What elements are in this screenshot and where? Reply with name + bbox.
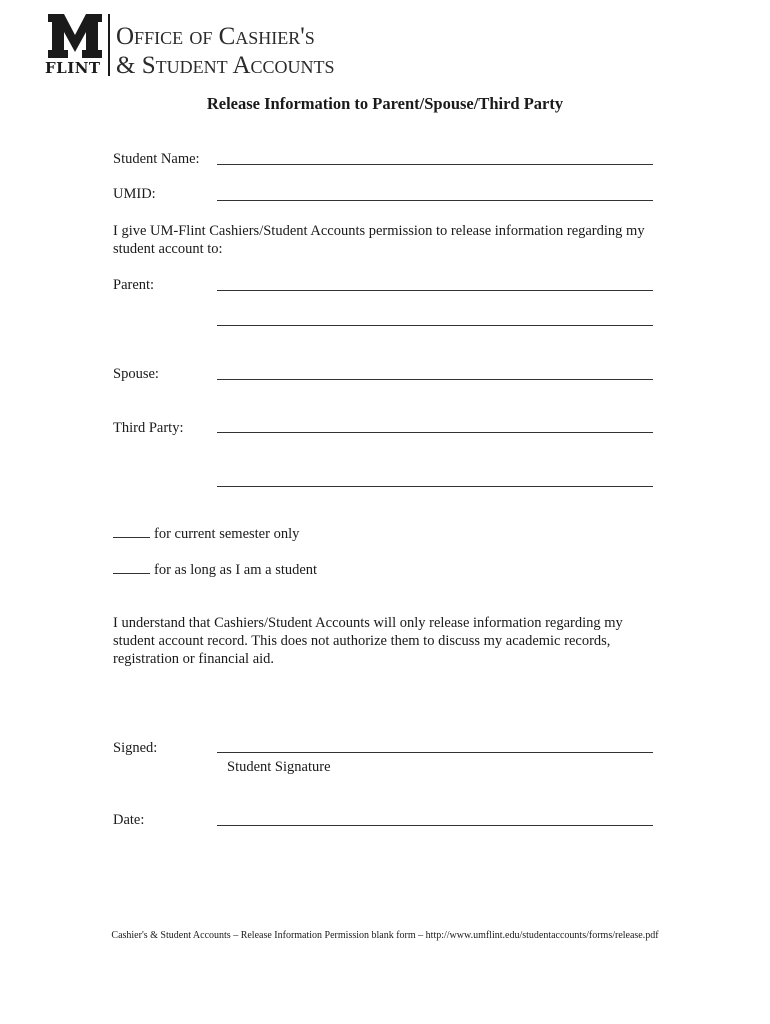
student-name-label: Student Name: <box>113 151 200 167</box>
third-party-label: Third Party: <box>113 420 184 436</box>
office-title-line-2: & Student Accounts <box>116 52 335 79</box>
option-current-semester[interactable] <box>113 525 299 543</box>
parent-field-2[interactable] <box>217 325 653 326</box>
form-title: Release Information to Parent/Spouse/Third Party <box>206 94 564 113</box>
logo-flint-text: FLINT <box>45 59 101 77</box>
date-label: Date: <box>113 812 145 828</box>
logo-divider <box>108 14 110 76</box>
umid-field[interactable] <box>217 200 653 201</box>
parent-field[interactable] <box>217 290 653 291</box>
signature-caption: Student Signature <box>227 759 331 775</box>
date-field[interactable] <box>217 825 653 826</box>
office-title-line-1: Office of Cashier's <box>116 23 315 50</box>
footer-text: Cashier's & Student Accounts – Release Information Permission blank form – http://www.umflint.edu/studentaccounts/forms/release.pdf <box>111 930 659 941</box>
third-party-field[interactable] <box>217 432 653 433</box>
third-party-field-2[interactable] <box>217 486 653 487</box>
spouse-label: Spouse: <box>113 366 159 382</box>
disclaimer-text: I understand that Cashiers/Student Accounts will only release information regarding my student account record. This does not authorize them to discuss my academic records, registration or financial aid. <box>113 615 623 667</box>
option-current-semester-blank[interactable] <box>113 525 150 538</box>
student-name-field[interactable] <box>217 164 653 165</box>
option-as-long-as-student-blank[interactable] <box>113 561 150 574</box>
parent-label: Parent: <box>113 277 155 293</box>
option-as-long-as-student-label: for as long as I am a student <box>154 562 318 578</box>
option-as-long-as-student[interactable] <box>113 561 317 579</box>
signed-label: Signed: <box>113 740 158 756</box>
logo-m-icon <box>47 12 103 60</box>
option-current-semester-label: for current semester only <box>154 526 300 542</box>
permission-text: I give UM-Flint Cashiers/Student Accounts permission to release information regarding my student account to: <box>113 223 645 257</box>
signature-field[interactable] <box>217 752 653 753</box>
umid-label: UMID: <box>113 186 156 202</box>
spouse-field[interactable] <box>217 379 653 380</box>
